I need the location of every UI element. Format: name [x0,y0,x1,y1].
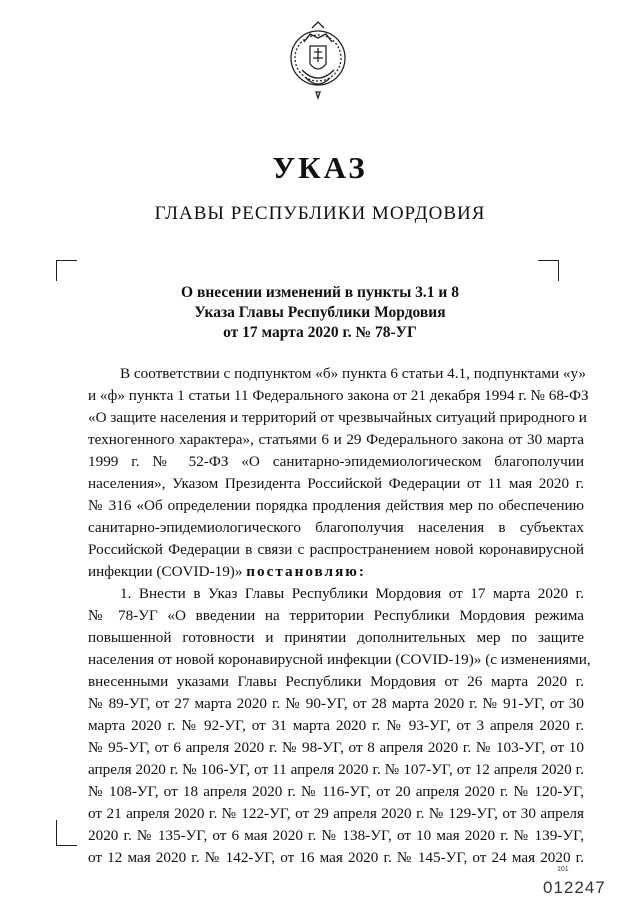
corner-mark-bottom-left [56,820,77,846]
body-line: населения от новой коронавирусной инфекции (COVID-19)» (с изменениями, [88,651,591,668]
body-line: внесенными указами Главы Республики Мордовия от 26 марта 2020 г. [88,673,584,690]
body-line: 1999 г. № 52-ФЗ «О санитарно-эпидемиологическом благополучии [88,453,584,470]
corner-mark-top-left [56,260,77,281]
body-line: № 78-УГ «О введении на территории Республики Мордовия режима [88,607,584,624]
body-line: санитарно-эпидемиологического благополучия населения в субъектах [88,519,584,536]
coat-of-arms-emblem [286,12,350,104]
body-line: 2020 г. № 135-УГ, от 6 мая 2020 г. № 138-УГ, от 10 мая 2020 г. № 139-УГ, [88,827,584,844]
body-line: апреля 2020 г. № 106-УГ, от 11 апреля 2020 г. № 107-УГ, от 12 апреля 2020 г. [88,761,584,778]
body-line: повышенной готовности и принятии дополнительных мер по защите [88,629,584,646]
heading-line: О внесении изменений в пункты 3.1 и 8 [181,284,459,301]
body-line: В соответствии с подпунктом «б» пункта 6 статьи 4.1, подпунктами «у» [120,365,587,382]
decree-word: постановляю: [246,563,366,580]
body-line: населения», Указом Президента Российской Федерации от 11 мая 2020 г. [88,475,584,492]
body-line: Российской Федерации в связи с распространением новой коронавирусной [88,541,584,558]
body-line-last [88,561,584,583]
decree-heading [140,283,500,343]
body-line: № 89-УГ, от 27 марта 2020 г. № 90-УГ, от 28 марта 2020 г. № 91-УГ, от 30 [88,695,584,712]
body-line: 1. Внести в Указ Главы Республики Мордовия от 17 марта 2020 г. [120,585,584,602]
document-title: УКАЗ [272,150,368,185]
body-line: № 108-УГ, от 18 апреля 2020 г. № 116-УГ, от 20 апреля 2020 г. № 120-УГ, [88,783,584,800]
body-line: и «ф» пункта 1 статьи 11 Федерального закона от 21 декабря 1994 г. № 68-ФЗ [88,387,589,404]
body-line: техногенного характера», статьями 6 и 29 Федерального закона от 30 марта [88,431,584,448]
corner-mark-top-right [538,260,559,281]
body-line: от 12 мая 2020 г. № 142-УГ, от 16 мая 2020 г. № 145-УГ, от 24 мая 2020 г. [88,849,584,866]
body-line: марта 2020 г. № 92-УГ, от 31 марта 2020 г. № 93-УГ, от 3 апреля 2020 г. [88,717,584,734]
body-line: от 21 апреля 2020 г. № 122-УГ, от 29 апреля 2020 г. № 129-УГ, от 30 апреля [88,805,584,822]
heading-line: от 17 марта 2020 г. № 78-УГ [223,324,417,341]
document-number: 012247 [543,878,606,897]
body-text: инфекции (COVID-19)» [88,563,243,580]
body-line: № 316 «Об определении порядка продления действия мер по обеспечению [88,497,584,514]
decree-body [88,363,591,869]
document-number-prefix: 101 [557,866,569,873]
document-subtitle: ГЛАВЫ РЕСПУБЛИКИ МОРДОВИЯ [154,203,486,224]
body-line: «О защите населения и территорий от чрезвычайных ситуаций природного и [88,409,587,426]
body-line: № 95-УГ, от 6 апреля 2020 г. № 98-УГ, от 8 апреля 2020 г. № 103-УГ, от 10 [88,739,584,756]
heading-line: Указа Главы Республики Мордовия [194,304,446,321]
